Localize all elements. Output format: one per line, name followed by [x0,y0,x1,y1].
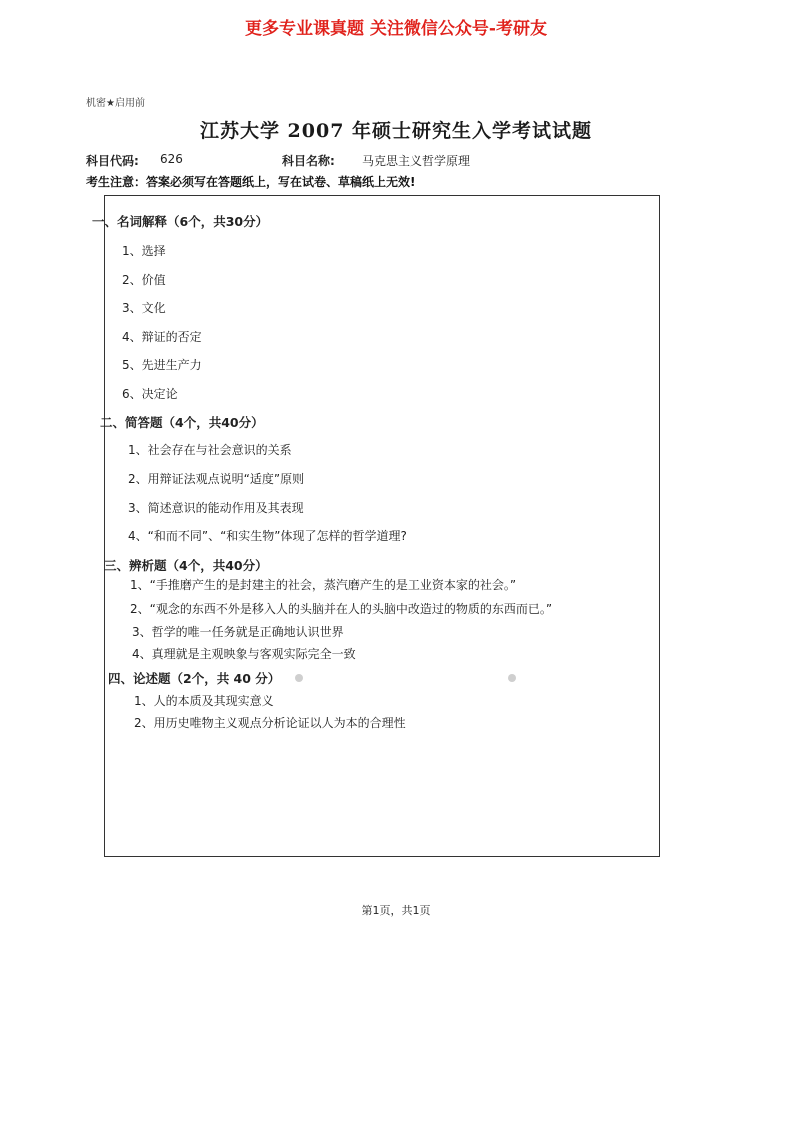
question-item: 6、决定论 [122,387,178,401]
section-title: 二、简答题（4个，共40分） [100,415,264,430]
scan-dot [508,674,516,682]
candidate-notice: 考生注意：答案必须写在答题纸上，写在试卷、草稿纸上无效! [86,175,416,189]
page-footer: 第1页，共1页 [361,904,431,917]
question-item: 3、简述意识的能动作用及其表现 [128,501,304,515]
subject-code-value: 626 [160,152,183,166]
question-item: 4、真理就是主观映象与客观实际完全一致 [132,647,356,661]
question-item: 1、人的本质及其现实意义 [134,694,274,708]
question-item: 2、用历史唯物主义观点分析论证以人为本的合理性 [134,716,406,730]
section-title: 四、论述题（2个，共 40 分） [108,671,281,686]
subject-name-label: 科目名称: [282,154,335,168]
question-item: 4、辩证的否定 [122,330,202,344]
question-item: 1、社会存在与社会意识的关系 [128,443,292,457]
scan-dot [295,674,303,682]
question-item: 1、“手推磨产生的是封建主的社会，蒸汽磨产生的是工业资本家的社会。” [130,578,517,592]
question-item: 1、选择 [122,244,166,258]
section-title: 三、辨析题（4个，共40分） [104,558,268,573]
question-item: 5、先进生产力 [122,358,202,372]
question-item: 2、“观念的东西不外是移入人的头脑并在人的头脑中改造过的物质的东西而已。” [130,602,553,616]
question-item: 4、“和而不同”、“和实生物”体现了怎样的哲学道理? [128,529,407,543]
question-item: 2、价值 [122,273,166,287]
subject-name-value: 马克思主义哲学原理 [362,154,471,168]
promo-banner: 更多专业课真题 关注微信公众号-考研友 [245,19,547,39]
exam-meta [86,152,471,169]
confidential-label: 机密★启用前 [86,98,145,109]
question-item: 3、哲学的唯一任务就是正确地认识世界 [132,625,344,639]
exam-title: 江苏大学 2007 年硕士研究生入学考试试题 [199,120,593,142]
question-item: 3、文化 [122,301,166,315]
question-box [104,195,660,857]
section-title: 一、名词解释（6个，共30分） [92,214,269,229]
subject-code-label: 科目代码: [86,154,139,168]
question-item: 2、用辩证法观点说明“适度”原则 [128,472,305,486]
